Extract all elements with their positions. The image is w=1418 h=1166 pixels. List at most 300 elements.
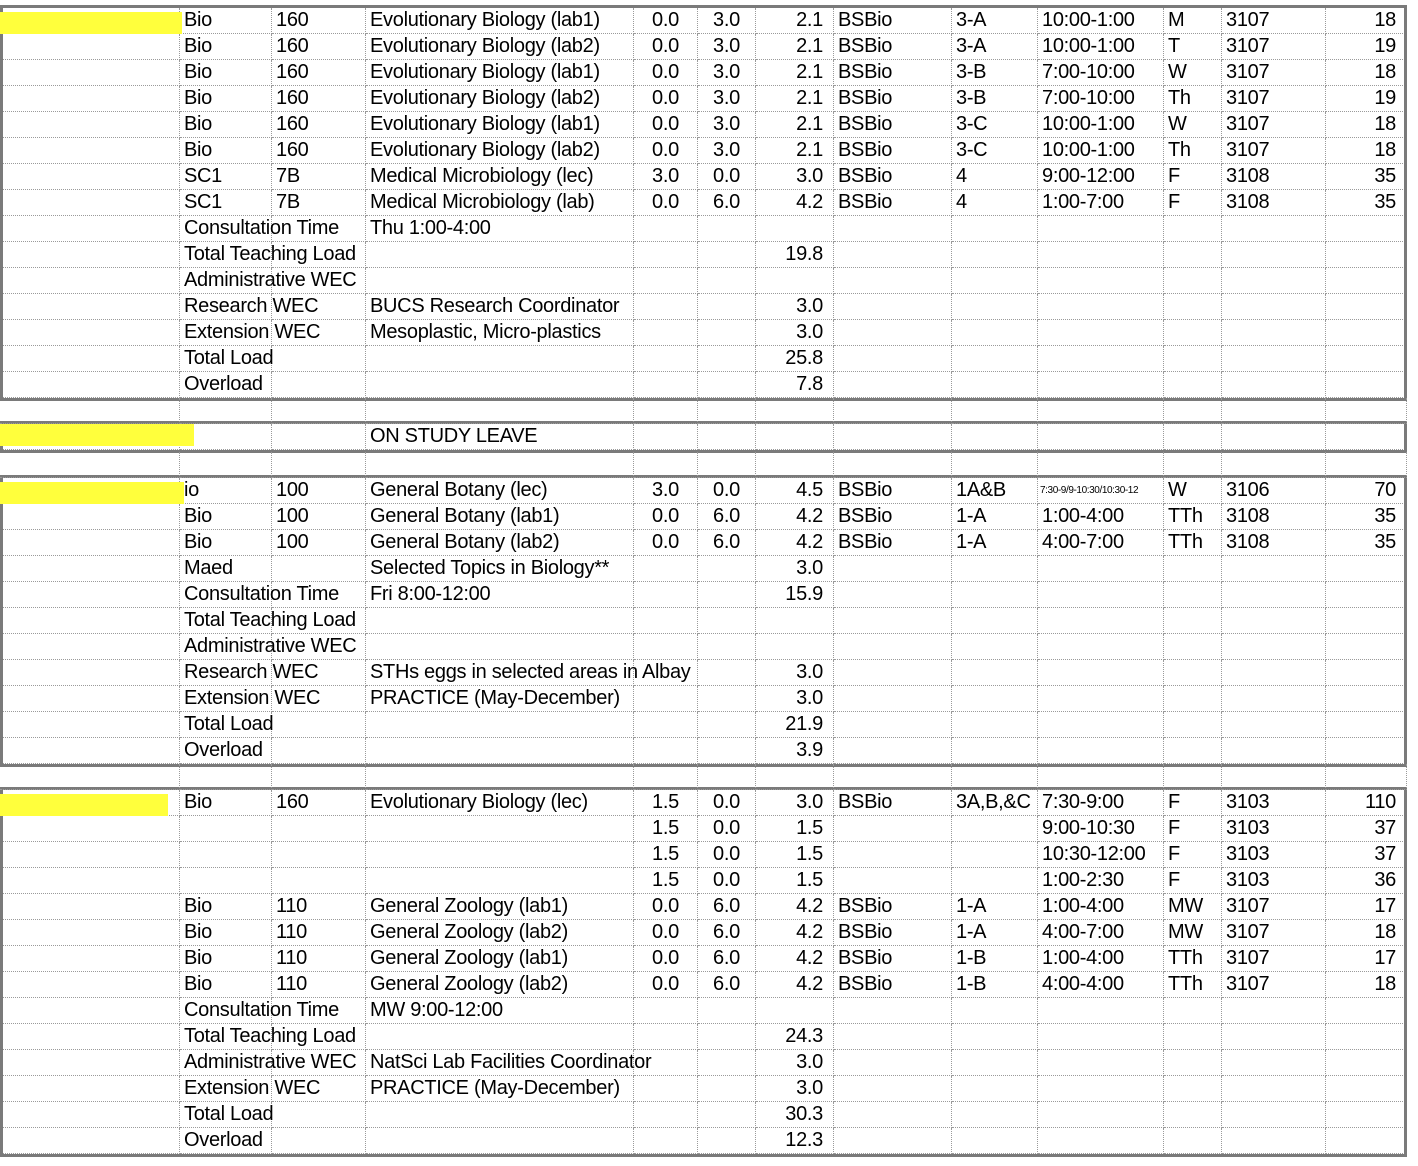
col-lec-units-cell[interactable] — [634, 424, 698, 450]
empty-cell[interactable] — [0, 764, 180, 790]
col-number-cell[interactable]: 7B — [272, 164, 366, 190]
empty-cell[interactable] — [0, 452, 180, 478]
empty-cell[interactable] — [756, 452, 834, 478]
col-lab-units-cell[interactable] — [698, 294, 756, 320]
col-subject-cell[interactable]: Administrative WEC — [180, 268, 272, 294]
col-students-cell[interactable] — [1326, 1076, 1407, 1102]
col-room-cell[interactable]: 3107 — [1222, 112, 1326, 138]
col-room-cell[interactable]: 3107 — [1222, 34, 1326, 60]
name-cell[interactable] — [0, 112, 180, 138]
col-day-cell[interactable] — [1164, 1128, 1222, 1154]
col-time-cell[interactable]: 1:00-4:00 — [1038, 504, 1164, 530]
col-lab-units-cell[interactable] — [698, 556, 756, 582]
col-section-cell[interactable]: 4 — [952, 164, 1038, 190]
col-room-cell[interactable] — [1222, 634, 1326, 660]
col-load-cell[interactable] — [756, 998, 834, 1024]
col-lec-units-cell[interactable]: 1.5 — [634, 816, 698, 842]
col-lec-units-cell[interactable] — [634, 738, 698, 764]
name-cell[interactable] — [0, 372, 180, 398]
col-program-cell[interactable] — [834, 738, 952, 764]
col-load-cell[interactable]: 12.3 — [756, 1128, 834, 1154]
col-time-cell[interactable] — [1038, 582, 1164, 608]
col-students-cell[interactable] — [1326, 556, 1407, 582]
name-cell[interactable] — [0, 712, 180, 738]
empty-cell[interactable] — [180, 764, 272, 790]
col-subject-cell[interactable]: Overload — [180, 738, 272, 764]
col-time-cell[interactable] — [1038, 712, 1164, 738]
col-number-cell[interactable]: 160 — [272, 790, 366, 816]
col-lab-units-cell[interactable] — [698, 424, 756, 450]
col-number-cell[interactable] — [272, 608, 366, 634]
col-number-cell[interactable]: 160 — [272, 86, 366, 112]
col-students-cell[interactable]: 18 — [1326, 920, 1407, 946]
col-load-cell[interactable]: 4.2 — [756, 530, 834, 556]
col-time-cell[interactable] — [1038, 424, 1164, 450]
col-subject-cell[interactable]: Consultation Time — [180, 582, 272, 608]
col-lab-units-cell[interactable] — [698, 242, 756, 268]
col-time-cell[interactable]: 4:00-4:00 — [1038, 972, 1164, 998]
col-day-cell[interactable]: Th — [1164, 86, 1222, 112]
col-number-cell[interactable] — [272, 842, 366, 868]
col-time-cell[interactable] — [1038, 1050, 1164, 1076]
col-load-cell[interactable]: 3.0 — [756, 294, 834, 320]
col-program-cell[interactable] — [834, 608, 952, 634]
col-students-cell[interactable] — [1326, 686, 1407, 712]
col-room-cell[interactable] — [1222, 582, 1326, 608]
name-cell[interactable] — [0, 920, 180, 946]
empty-cell[interactable] — [1038, 452, 1164, 478]
col-program-cell[interactable]: BSBio — [834, 190, 952, 216]
col-lab-units-cell[interactable] — [698, 216, 756, 242]
col-section-cell[interactable] — [952, 424, 1038, 450]
col-section-cell[interactable] — [952, 868, 1038, 894]
name-cell[interactable] — [0, 660, 180, 686]
col-lec-units-cell[interactable] — [634, 686, 698, 712]
col-day-cell[interactable] — [1164, 294, 1222, 320]
col-title-cell[interactable]: Medical Microbiology (lec) — [366, 164, 634, 190]
col-time-cell[interactable]: 7:30-9/9-10:30/10:30-12 — [1038, 478, 1164, 504]
col-day-cell[interactable]: F — [1164, 164, 1222, 190]
col-lec-units-cell[interactable]: 0.0 — [634, 60, 698, 86]
col-room-cell[interactable] — [1222, 372, 1326, 398]
col-day-cell[interactable] — [1164, 320, 1222, 346]
col-lec-units-cell[interactable] — [634, 346, 698, 372]
col-day-cell[interactable]: W — [1164, 60, 1222, 86]
col-title-cell[interactable]: General Botany (lab2) — [366, 530, 634, 556]
col-students-cell[interactable] — [1326, 1128, 1407, 1154]
empty-cell[interactable] — [180, 398, 272, 424]
col-number-cell[interactable]: 110 — [272, 920, 366, 946]
col-day-cell[interactable] — [1164, 1050, 1222, 1076]
col-day-cell[interactable]: T — [1164, 34, 1222, 60]
col-room-cell[interactable] — [1222, 242, 1326, 268]
empty-cell[interactable] — [366, 764, 634, 790]
col-program-cell[interactable]: BSBio — [834, 60, 952, 86]
col-students-cell[interactable]: 18 — [1326, 8, 1407, 34]
col-students-cell[interactable] — [1326, 1024, 1407, 1050]
col-number-cell[interactable] — [272, 998, 366, 1024]
col-lab-units-cell[interactable]: 6.0 — [698, 920, 756, 946]
col-number-cell[interactable] — [272, 816, 366, 842]
col-lec-units-cell[interactable] — [634, 608, 698, 634]
col-time-cell[interactable] — [1038, 686, 1164, 712]
col-time-cell[interactable] — [1038, 216, 1164, 242]
name-cell[interactable] — [0, 1076, 180, 1102]
col-room-cell[interactable]: 3108 — [1222, 504, 1326, 530]
col-section-cell[interactable]: 3-B — [952, 86, 1038, 112]
col-title-cell[interactable]: Medical Microbiology (lab) — [366, 190, 634, 216]
col-lec-units-cell[interactable] — [634, 216, 698, 242]
col-section-cell[interactable] — [952, 556, 1038, 582]
col-subject-cell[interactable]: Research WEC — [180, 660, 272, 686]
col-room-cell[interactable]: 3103 — [1222, 790, 1326, 816]
col-section-cell[interactable]: 1-A — [952, 530, 1038, 556]
col-number-cell[interactable] — [272, 868, 366, 894]
col-students-cell[interactable]: 37 — [1326, 842, 1407, 868]
col-lab-units-cell[interactable]: 3.0 — [698, 60, 756, 86]
col-program-cell[interactable]: BSBio — [834, 164, 952, 190]
col-lab-units-cell[interactable] — [698, 346, 756, 372]
col-time-cell[interactable] — [1038, 346, 1164, 372]
col-day-cell[interactable]: TTh — [1164, 530, 1222, 556]
col-lec-units-cell[interactable] — [634, 582, 698, 608]
col-day-cell[interactable]: TTh — [1164, 946, 1222, 972]
col-lab-units-cell[interactable] — [698, 686, 756, 712]
name-cell[interactable] — [0, 190, 180, 216]
col-day-cell[interactable]: F — [1164, 190, 1222, 216]
col-students-cell[interactable] — [1326, 216, 1407, 242]
name-cell[interactable] — [0, 946, 180, 972]
col-lab-units-cell[interactable]: 3.0 — [698, 34, 756, 60]
col-room-cell[interactable]: 3103 — [1222, 842, 1326, 868]
col-day-cell[interactable]: MW — [1164, 920, 1222, 946]
name-cell[interactable] — [0, 1102, 180, 1128]
col-title-cell[interactable] — [366, 1128, 634, 1154]
col-subject-cell[interactable]: io — [180, 478, 272, 504]
empty-cell[interactable] — [834, 764, 952, 790]
name-cell[interactable] — [0, 530, 180, 556]
col-lec-units-cell[interactable]: 0.0 — [634, 920, 698, 946]
col-load-cell[interactable]: 1.5 — [756, 868, 834, 894]
col-program-cell[interactable]: BSBio — [834, 946, 952, 972]
col-number-cell[interactable] — [272, 686, 366, 712]
col-lec-units-cell[interactable]: 1.5 — [634, 842, 698, 868]
col-section-cell[interactable] — [952, 346, 1038, 372]
col-day-cell[interactable] — [1164, 556, 1222, 582]
col-title-cell[interactable]: ON STUDY LEAVE — [366, 424, 634, 450]
col-time-cell[interactable] — [1038, 294, 1164, 320]
col-program-cell[interactable]: BSBio — [834, 86, 952, 112]
col-section-cell[interactable]: 3-C — [952, 138, 1038, 164]
col-program-cell[interactable] — [834, 816, 952, 842]
col-students-cell[interactable] — [1326, 998, 1407, 1024]
col-time-cell[interactable] — [1038, 1128, 1164, 1154]
col-students-cell[interactable]: 35 — [1326, 190, 1407, 216]
col-load-cell[interactable] — [756, 268, 834, 294]
col-students-cell[interactable]: 18 — [1326, 112, 1407, 138]
col-time-cell[interactable]: 1:00-4:00 — [1038, 894, 1164, 920]
col-day-cell[interactable]: F — [1164, 842, 1222, 868]
col-title-cell[interactable]: NatSci Lab Facilities Coordinator — [366, 1050, 634, 1076]
col-load-cell[interactable]: 1.5 — [756, 816, 834, 842]
col-subject-cell[interactable]: Bio — [180, 60, 272, 86]
col-section-cell[interactable] — [952, 242, 1038, 268]
col-section-cell[interactable] — [952, 372, 1038, 398]
col-day-cell[interactable] — [1164, 608, 1222, 634]
col-room-cell[interactable] — [1222, 1102, 1326, 1128]
col-program-cell[interactable]: BSBio — [834, 138, 952, 164]
col-section-cell[interactable]: 3A,B,&C — [952, 790, 1038, 816]
col-lab-units-cell[interactable] — [698, 1050, 756, 1076]
empty-cell[interactable] — [1222, 452, 1326, 478]
col-lab-units-cell[interactable] — [698, 320, 756, 346]
col-time-cell[interactable]: 1:00-4:00 — [1038, 946, 1164, 972]
col-lab-units-cell[interactable]: 0.0 — [698, 842, 756, 868]
col-subject-cell[interactable]: Bio — [180, 112, 272, 138]
col-number-cell[interactable] — [272, 1102, 366, 1128]
col-title-cell[interactable] — [366, 268, 634, 294]
empty-cell[interactable] — [698, 398, 756, 424]
col-time-cell[interactable]: 10:00-1:00 — [1038, 138, 1164, 164]
col-room-cell[interactable]: 3107 — [1222, 86, 1326, 112]
name-cell[interactable] — [0, 34, 180, 60]
col-room-cell[interactable] — [1222, 346, 1326, 372]
name-cell[interactable] — [0, 346, 180, 372]
col-load-cell[interactable] — [756, 608, 834, 634]
col-number-cell[interactable] — [272, 372, 366, 398]
col-section-cell[interactable] — [952, 216, 1038, 242]
empty-cell[interactable] — [1326, 764, 1407, 790]
name-cell[interactable] — [0, 582, 180, 608]
col-room-cell[interactable] — [1222, 608, 1326, 634]
col-room-cell[interactable]: 3103 — [1222, 816, 1326, 842]
col-number-cell[interactable]: 110 — [272, 894, 366, 920]
col-program-cell[interactable] — [834, 712, 952, 738]
name-cell[interactable] — [0, 294, 180, 320]
col-load-cell[interactable]: 2.1 — [756, 86, 834, 112]
col-time-cell[interactable]: 10:00-1:00 — [1038, 112, 1164, 138]
col-subject-cell[interactable]: Total Teaching Load — [180, 242, 272, 268]
col-program-cell[interactable] — [834, 868, 952, 894]
col-room-cell[interactable]: 3107 — [1222, 894, 1326, 920]
col-lec-units-cell[interactable]: 0.0 — [634, 8, 698, 34]
col-students-cell[interactable] — [1326, 320, 1407, 346]
col-day-cell[interactable]: M — [1164, 8, 1222, 34]
col-lec-units-cell[interactable] — [634, 242, 698, 268]
name-cell[interactable] — [0, 686, 180, 712]
col-subject-cell[interactable]: Total Teaching Load — [180, 608, 272, 634]
col-lab-units-cell[interactable]: 0.0 — [698, 164, 756, 190]
col-section-cell[interactable]: 3-A — [952, 8, 1038, 34]
col-subject-cell[interactable]: Overload — [180, 372, 272, 398]
col-day-cell[interactable]: W — [1164, 112, 1222, 138]
col-section-cell[interactable] — [952, 998, 1038, 1024]
col-section-cell[interactable] — [952, 608, 1038, 634]
name-cell[interactable] — [0, 164, 180, 190]
col-section-cell[interactable]: 3-C — [952, 112, 1038, 138]
col-students-cell[interactable]: 19 — [1326, 34, 1407, 60]
col-section-cell[interactable] — [952, 320, 1038, 346]
col-load-cell[interactable]: 4.2 — [756, 920, 834, 946]
empty-cell[interactable] — [1164, 764, 1222, 790]
col-title-cell[interactable] — [366, 712, 634, 738]
col-day-cell[interactable]: Th — [1164, 138, 1222, 164]
col-load-cell[interactable]: 4.5 — [756, 478, 834, 504]
col-room-cell[interactable] — [1222, 294, 1326, 320]
col-title-cell[interactable]: Evolutionary Biology (lab2) — [366, 34, 634, 60]
col-lab-units-cell[interactable] — [698, 660, 756, 686]
col-time-cell[interactable]: 1:00-2:30 — [1038, 868, 1164, 894]
name-cell[interactable] — [0, 242, 180, 268]
col-subject-cell[interactable]: Bio — [180, 138, 272, 164]
col-day-cell[interactable] — [1164, 998, 1222, 1024]
col-lab-units-cell[interactable] — [698, 608, 756, 634]
col-room-cell[interactable] — [1222, 1128, 1326, 1154]
col-load-cell[interactable]: 4.2 — [756, 946, 834, 972]
col-subject-cell[interactable] — [180, 842, 272, 868]
col-lab-units-cell[interactable]: 6.0 — [698, 894, 756, 920]
col-lab-units-cell[interactable]: 0.0 — [698, 816, 756, 842]
col-room-cell[interactable] — [1222, 216, 1326, 242]
col-day-cell[interactable] — [1164, 346, 1222, 372]
col-number-cell[interactable]: 100 — [272, 530, 366, 556]
col-students-cell[interactable] — [1326, 372, 1407, 398]
col-day-cell[interactable] — [1164, 372, 1222, 398]
col-section-cell[interactable] — [952, 1024, 1038, 1050]
empty-cell[interactable] — [1326, 452, 1407, 478]
col-day-cell[interactable]: TTh — [1164, 972, 1222, 998]
col-section-cell[interactable] — [952, 816, 1038, 842]
col-program-cell[interactable] — [834, 424, 952, 450]
col-number-cell[interactable] — [272, 268, 366, 294]
col-subject-cell[interactable]: Total Teaching Load — [180, 1024, 272, 1050]
col-section-cell[interactable] — [952, 294, 1038, 320]
col-lec-units-cell[interactable] — [634, 634, 698, 660]
col-time-cell[interactable]: 9:00-12:00 — [1038, 164, 1164, 190]
col-title-cell[interactable]: Evolutionary Biology (lab2) — [366, 86, 634, 112]
col-load-cell[interactable]: 4.2 — [756, 190, 834, 216]
col-load-cell[interactable]: 3.0 — [756, 556, 834, 582]
col-load-cell[interactable]: 3.0 — [756, 164, 834, 190]
col-time-cell[interactable] — [1038, 1102, 1164, 1128]
col-program-cell[interactable]: BSBio — [834, 8, 952, 34]
col-lec-units-cell[interactable] — [634, 1102, 698, 1128]
col-time-cell[interactable] — [1038, 608, 1164, 634]
col-load-cell[interactable]: 25.8 — [756, 346, 834, 372]
col-program-cell[interactable] — [834, 216, 952, 242]
col-lab-units-cell[interactable]: 6.0 — [698, 190, 756, 216]
col-load-cell[interactable]: 3.9 — [756, 738, 834, 764]
col-program-cell[interactable] — [834, 372, 952, 398]
col-title-cell[interactable] — [366, 608, 634, 634]
col-lab-units-cell[interactable]: 0.0 — [698, 790, 756, 816]
col-title-cell[interactable] — [366, 816, 634, 842]
empty-cell[interactable] — [272, 452, 366, 478]
name-cell[interactable] — [0, 608, 180, 634]
col-number-cell[interactable] — [272, 1050, 366, 1076]
col-day-cell[interactable] — [1164, 738, 1222, 764]
col-lec-units-cell[interactable] — [634, 712, 698, 738]
col-time-cell[interactable] — [1038, 242, 1164, 268]
col-students-cell[interactable] — [1326, 582, 1407, 608]
col-number-cell[interactable]: 160 — [272, 8, 366, 34]
col-load-cell[interactable]: 4.2 — [756, 972, 834, 998]
col-title-cell[interactable]: Mesoplastic, Micro-plastics — [366, 320, 634, 346]
col-subject-cell[interactable]: Bio — [180, 504, 272, 530]
col-program-cell[interactable]: BSBio — [834, 112, 952, 138]
col-load-cell[interactable]: 2.1 — [756, 8, 834, 34]
col-number-cell[interactable]: 100 — [272, 504, 366, 530]
col-section-cell[interactable]: 1-B — [952, 946, 1038, 972]
col-lab-units-cell[interactable] — [698, 268, 756, 294]
col-load-cell[interactable]: 3.0 — [756, 686, 834, 712]
col-section-cell[interactable]: 3-B — [952, 60, 1038, 86]
col-subject-cell[interactable]: Extension WEC — [180, 686, 272, 712]
col-program-cell[interactable] — [834, 686, 952, 712]
col-room-cell[interactable]: 3107 — [1222, 920, 1326, 946]
col-room-cell[interactable] — [1222, 268, 1326, 294]
col-students-cell[interactable] — [1326, 346, 1407, 372]
col-day-cell[interactable] — [1164, 634, 1222, 660]
col-day-cell[interactable] — [1164, 424, 1222, 450]
col-room-cell[interactable]: 3107 — [1222, 972, 1326, 998]
col-section-cell[interactable] — [952, 1050, 1038, 1076]
empty-cell[interactable] — [634, 764, 698, 790]
name-cell[interactable] — [0, 816, 180, 842]
col-section-cell[interactable] — [952, 1102, 1038, 1128]
col-load-cell[interactable]: 2.1 — [756, 112, 834, 138]
empty-cell[interactable] — [698, 764, 756, 790]
col-day-cell[interactable] — [1164, 1102, 1222, 1128]
col-subject-cell[interactable]: Administrative WEC — [180, 634, 272, 660]
col-subject-cell[interactable]: Bio — [180, 790, 272, 816]
col-students-cell[interactable] — [1326, 712, 1407, 738]
col-lab-units-cell[interactable] — [698, 738, 756, 764]
col-subject-cell[interactable]: Extension WEC — [180, 1076, 272, 1102]
col-load-cell[interactable]: 30.3 — [756, 1102, 834, 1128]
col-subject-cell[interactable]: Total Load — [180, 346, 272, 372]
col-room-cell[interactable] — [1222, 712, 1326, 738]
col-number-cell[interactable] — [272, 346, 366, 372]
col-program-cell[interactable] — [834, 1076, 952, 1102]
col-subject-cell[interactable]: Bio — [180, 920, 272, 946]
col-students-cell[interactable]: 17 — [1326, 894, 1407, 920]
col-time-cell[interactable] — [1038, 268, 1164, 294]
col-load-cell[interactable]: 1.5 — [756, 842, 834, 868]
col-section-cell[interactable] — [952, 738, 1038, 764]
col-lab-units-cell[interactable] — [698, 634, 756, 660]
col-lec-units-cell[interactable] — [634, 268, 698, 294]
col-section-cell[interactable]: 1-B — [952, 972, 1038, 998]
col-section-cell[interactable] — [952, 582, 1038, 608]
col-title-cell[interactable] — [366, 1024, 634, 1050]
name-cell[interactable] — [0, 868, 180, 894]
col-day-cell[interactable] — [1164, 268, 1222, 294]
col-number-cell[interactable] — [272, 582, 366, 608]
col-load-cell[interactable]: 19.8 — [756, 242, 834, 268]
col-students-cell[interactable]: 18 — [1326, 138, 1407, 164]
col-students-cell[interactable]: 19 — [1326, 86, 1407, 112]
col-lec-units-cell[interactable]: 0.0 — [634, 190, 698, 216]
name-cell[interactable] — [0, 504, 180, 530]
col-program-cell[interactable] — [834, 1050, 952, 1076]
col-subject-cell[interactable]: Bio — [180, 86, 272, 112]
col-title-cell[interactable]: General Botany (lab1) — [366, 504, 634, 530]
col-lab-units-cell[interactable]: 3.0 — [698, 86, 756, 112]
col-lec-units-cell[interactable]: 0.0 — [634, 112, 698, 138]
col-students-cell[interactable] — [1326, 738, 1407, 764]
col-subject-cell[interactable]: Total Load — [180, 712, 272, 738]
